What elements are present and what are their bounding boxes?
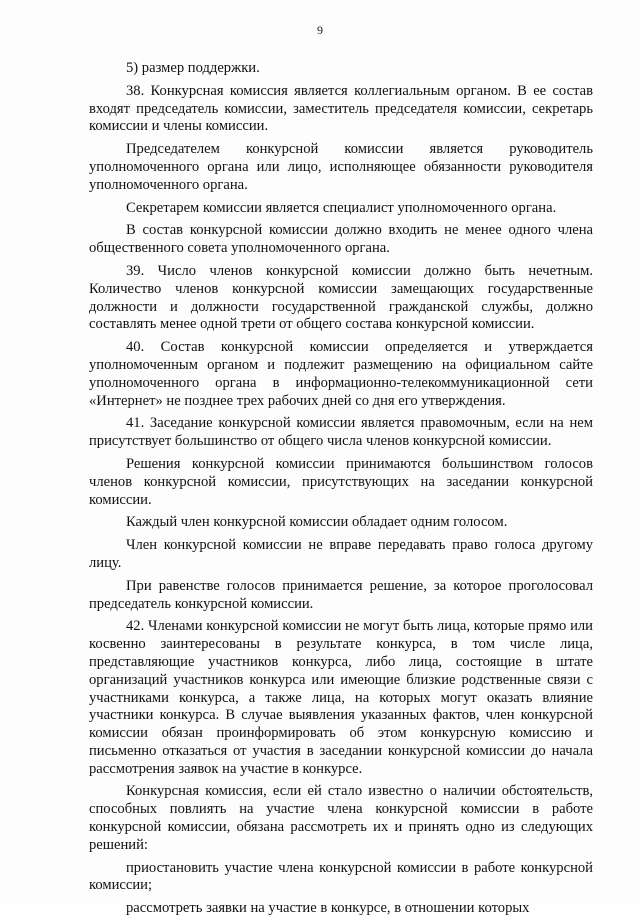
page-number: 9 bbox=[317, 23, 323, 37]
paragraph-suspend-member: приостановить участие члена конкурсной комиссии в работе конкурсной комиссии; bbox=[89, 859, 593, 894]
paragraph-chairman: Председателем конкурсной комиссии является руководитель уполномоченного органа или лицо, исполняющее обязанности руководителя уполномоченного органа. bbox=[89, 141, 593, 193]
paragraph-secretary: Секретарем комиссии является специалист уполномоченного органа. bbox=[126, 199, 557, 216]
paragraph-review-applications: рассмотреть заявки на участие в конкурсе, в отношении которых bbox=[126, 900, 530, 917]
paragraph-no-proxy: Член конкурсной комиссии не вправе передавать право голоса другому лицу. bbox=[89, 537, 593, 571]
paragraph-support-size: 5) размер поддержки. bbox=[126, 60, 260, 76]
paragraph-public-council: В состав конкурсной комиссии должно входить не менее одного члена общественного совета уполномоченного органа. bbox=[89, 222, 593, 257]
paragraph-circumstances: Конкурсная комиссия, если ей стало известно о наличии обстоятельств, способных повлиять на участие члена конкурсной комиссии в работе конкурсной комиссии, обязана рассмотреть их и принять одно из следующих решений: bbox=[89, 783, 593, 853]
paragraph-decisions: Решения конкурсной комиссии принимаются большинством голосов членов конкурсной комиссии, присутствующих на заседании конкурсной комиссии. bbox=[89, 455, 593, 508]
paragraph-39-member-count: 39. Число членов конкурсной комиссии должно быть нечетным. Количество членов конкурсной комиссии замещающих государственные должности и должности государственной гражданской службы, должно составлять менее одной трети от общего состава конкурсной комиссии. bbox=[89, 262, 593, 333]
paragraph-tie-vote: При равенстве голосов принимается решение, за которое проголосовал председатель конкурсной комиссии. bbox=[89, 577, 593, 612]
paragraph-40-approval: 40. Состав конкурсной комиссии определяется и утверждается уполномоченным органом и подлежит размещению на официальном сайте уполномоченного органа в информационно-телекоммуникационной сети «Интернет» не позднее трех рабочих дней со дня его утверждения. bbox=[89, 339, 593, 409]
paragraph-one-vote: Каждый член конкурсной комиссии обладает одним голосом. bbox=[126, 514, 508, 531]
paragraph-38-composition: 38. Конкурсная комиссия является коллегиальным органом. В ее состав входят председатель комиссии, заместитель председателя комиссии, секретарь комиссии и члены комиссии. bbox=[89, 82, 593, 135]
paragraph-42-conflict: 42. Членами конкурсной комиссии не могут быть лица, которые прямо или косвенно заинтересованы в результате конкурса, в том числе лица, представляющие участников конкурса, либо лица, состоящие в штате организаций участников конкурса или имеющие близкие родственные связи с участниками конкурса, а также лица, на которых могут оказать влияние участники конкурса. В случае выявления указанных фактов, член конкурсной комиссии обязан проинформировать об этом конкурсную комиссию и письменно отказаться от участия в заседании конкурсной комиссии до начала рассмотрения заявок на участие в конкурсе. bbox=[89, 618, 593, 777]
paragraph-41-quorum: 41. Заседание конкурсной комиссии является правомочным, если на нем присутствует большинство от общего числа членов конкурсной комиссии. bbox=[89, 415, 593, 450]
document-body bbox=[89, 60, 593, 923]
